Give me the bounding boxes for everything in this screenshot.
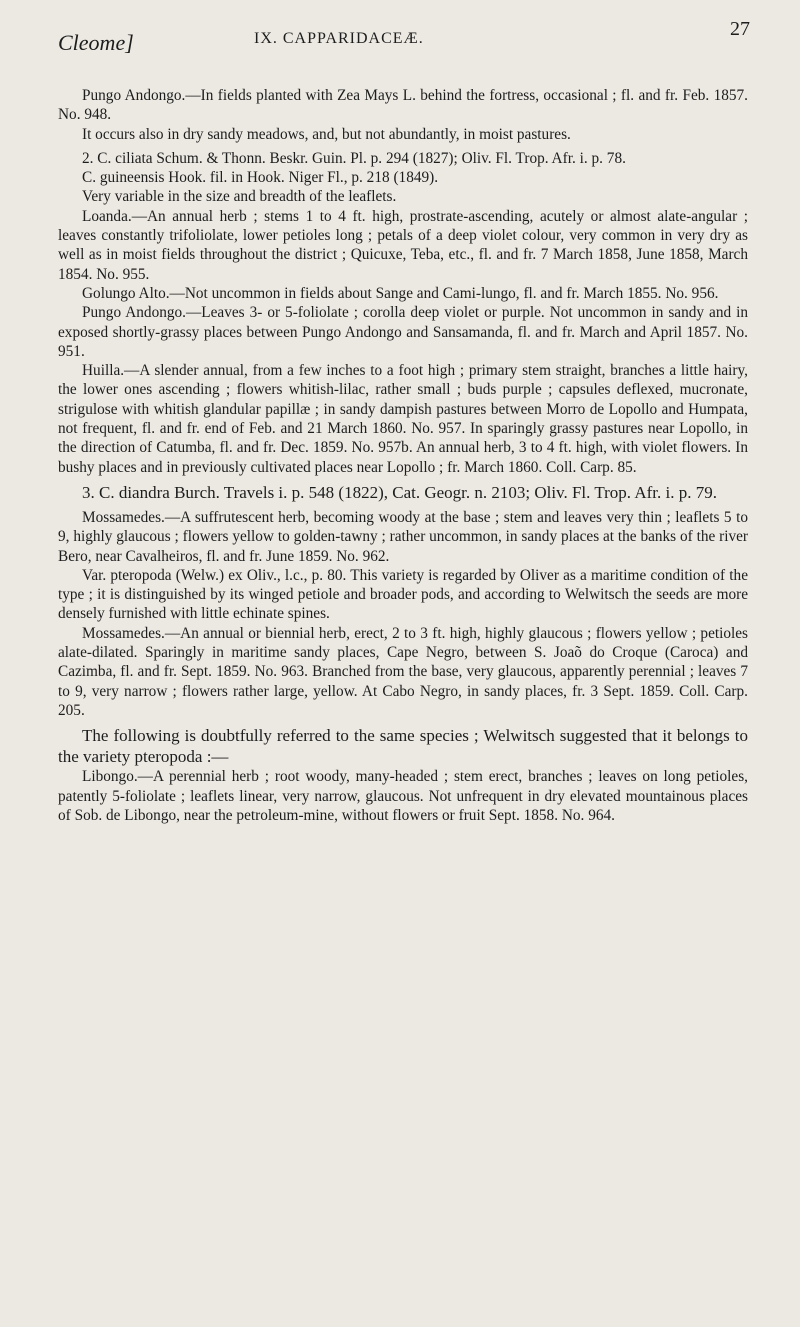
synonym-guineensis: C. guineensis Hook. fil. in Hook. Niger Fl., p. 218 (1849). [82,169,439,187]
species-heading-diandra: 3. C. diandra Burch. Travels i. p. 548 (1822), Cat. Geogr. n. 2103; Oliv. Fl. Trop. Afr. i. p. 79. [82,482,717,502]
page-body [58,86,748,825]
page-number: 27 [730,18,750,40]
paragraph-pungo-andongo-1: Pungo Andongo.—In fields planted with Zea Mays L. behind the fortress, occasional ; fl. and fr. Feb. 1857. No. 948. [58,87,748,124]
paragraph-pungo-andongo-2: Pungo Andongo.—Leaves 3- or 5-foliolate ; corolla deep violet or purple. Not uncommon in sandy and in exposed shortly-grassy places between Pungo Andongo and Sansamanda, fl. and fr. March and April 1857. No. 951. [58,304,748,360]
page-header [58,18,778,58]
paragraph-mossamedes-2: Mossamedes.—An annual or biennial herb, erect, 2 to 3 ft. high, highly glaucous ; flowers yellow ; petioles alate-dilated. Sparingly in maritime sandy places, Cape Negro, between S. Joaõ do Croque (Caroca) and Cazimba, fl. and fr. Sept. 1859. No. 963. Branched from the base, very glaucous, apparently perennial ; leaves 7 to 9, very narrow ; flowers rather large, yellow. At Cabo Negro, in sandy places, fr. 3 Sept. 1859. Coll. Carp. 205. [58,624,748,719]
paragraph-variability: Very variable in the size and breadth of the leaflets. [82,188,397,206]
running-head-family: IX. CAPPARIDACEÆ. [254,30,424,47]
paragraph-loanda: Loanda.—An annual herb ; stems 1 to 4 ft. high, prostrate-ascending, acutely or almost alate-angular ; leaves constantly trifoliolate, lower petioles long ; petals of a deep violet colour, very common in very dry as well as in moist fields throughout the district ; Quicuxe, Teba, etc., fl. and fr. 7 March 1858, June 1858, March 1854. No. 955. [58,207,748,283]
paragraph-var-pteropoda: Var. pteropoda (Welw.) ex Oliv., l.c., p. 80. This variety is regarded by Oliver as a maritime condition of the type ; it is distinguished by its winged petiole and broader pods, and according to Welwitsch the seeds are more densely furnished with little echinate spines. [58,566,748,623]
paragraph-mossamedes-1: Mossamedes.—A suffrutescent herb, becoming woody at the base ; stem and leaves very thin ; leaflets 5 to 9, highly glaucous ; flowers yellow to golden-tawny ; rather uncommon, in sandy places at the banks of the river Bero, near Cavalheiros, fl. and fr. June 1859. No. 962. [58,508,748,565]
paragraph-habitat-note: It occurs also in dry sandy meadows, and, but not abundantly, in moist pastures. [82,125,571,143]
paragraph-doubtful-reference: The following is doubtfully referred to the same species ; Welwitsch suggested that it belongs to the variety pteropoda :— [58,726,748,767]
species-heading-ciliata: 2. C. ciliata Schum. & Thonn. Beskr. Guin. Pl. p. 294 (1827); Oliv. Fl. Trop. Afr. i. p. 78. [82,149,626,167]
paragraph-libongo: Libongo.—A perennial herb ; root woody, many-headed ; stem erect, branches ; leaves on long petioles, patently 5-foliolate ; leaflets linear, very narrow, glaucous. Not unfrequent in dry elevated mountainous places of Sob. de Libongo, near the petroleum-mine, without flowers or fruit Sept. 1858. No. 964. [58,768,748,824]
running-head-genus: Cleome] [58,30,134,55]
paragraph-huilla: Huilla.—A slender annual, from a few inches to a foot high ; primary stem straight, branches a little hairy, the lower ones ascending ; flowers whitish-lilac, rather small ; buds purple ; capsules deflexed, mucronate, strigulose with whitish glandular papillæ ; in sandy dampish pastures between Morro de Lopollo and Humpata, not frequent, fl. and fr. end of Feb. and 21 March 1860. No. 957. In sparingly grassy pastures near Lopollo, in the direction of Catumba, fl. and fr. Dec. 1859. No. 957b. An annual herb, 3 to 4 ft. high, with violet flowers. In bushy places and in previously cultivated places near Lopollo ; fr. March 1860. Coll. Carp. 85. [58,362,748,476]
paragraph-golungo-alto: Golungo Alto.—Not uncommon in fields about Sange and Cami-lungo, fl. and fr. March 1855. No. 956. [82,284,719,302]
